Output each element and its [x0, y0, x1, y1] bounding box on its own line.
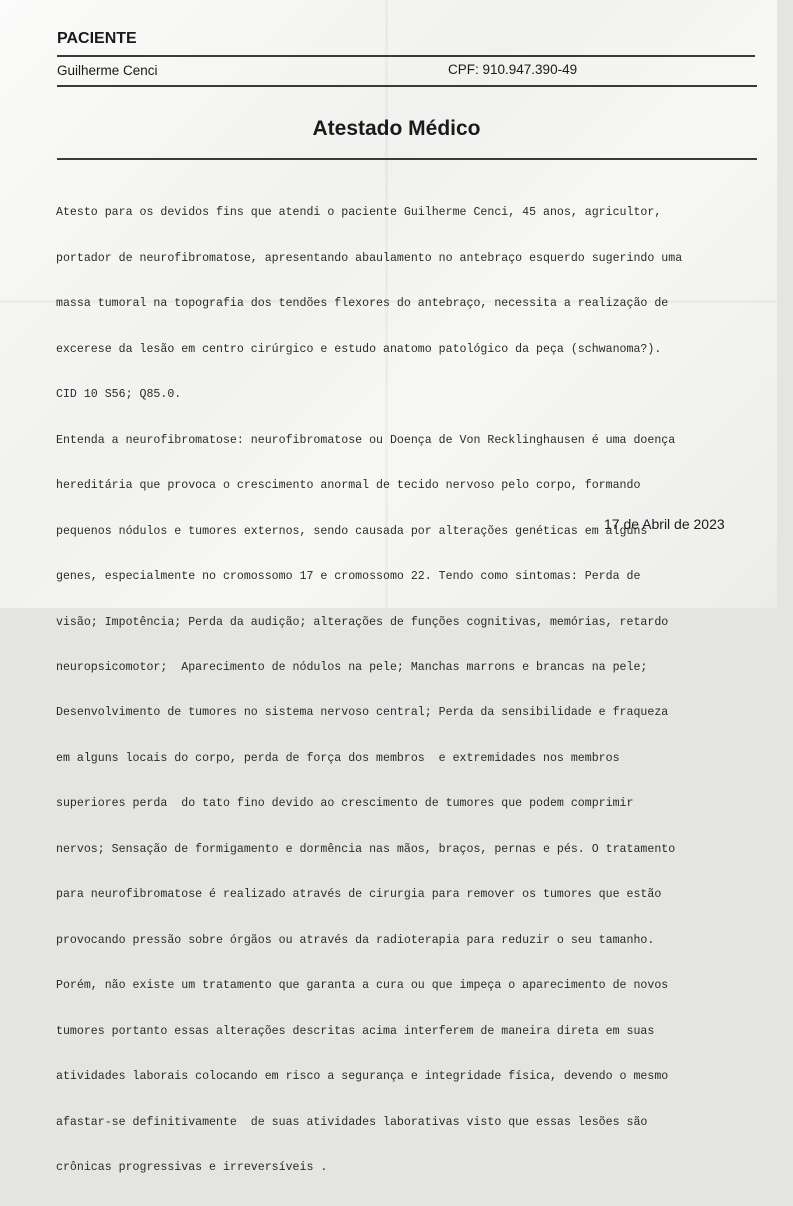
body-line: Porém, não existe um tratamento que garanta a cura ou que impeça o aparecimento de novos — [56, 979, 669, 993]
body-line: genes, especialmente no cromossomo 17 e cromossomo 22. Tendo como sintomas: Perda de — [56, 570, 641, 584]
body-line: CID 10 S56; Q85.0. — [56, 388, 182, 402]
header-top-divider — [57, 55, 755, 57]
body-line: afastar-se definitivamente de suas atividades laborativas visto que essas lesões são — [56, 1115, 648, 1129]
body-line: neuropsicomotor; Aparecimento de nódulos na pele; Manchas marrons e brancas na pele; — [56, 661, 648, 674]
body-line: Entenda a neurofibromatose: neurofibromatose ou Doença de Von Recklinghausen é uma doença — [56, 433, 676, 447]
body-line: superiores perda do tato fino devido ao crescimento de tumores que podem comprimir — [56, 797, 634, 811]
document-title: Atestado Médico — [312, 117, 481, 140]
patient-cpf: CPF: 910.947.390-49 — [448, 62, 578, 77]
certificate-body — [56, 175, 768, 1206]
body-line: nervos; Sensação de formigamento e dormência nas mãos, braços, pernas e pés. O tratamento — [56, 842, 676, 856]
body-line: Atesto para os devidos fins que atendi o paciente Guilherme Cenci, 45 anos, agricultor, — [56, 206, 662, 220]
body-line: Desenvolvimento de tumores no sistema nervoso central; Perda da sensibilidade e fraqueza — [56, 706, 669, 720]
patient-section-label: PACIENTE — [57, 30, 137, 47]
document-date: 17 de Abril de 2023 — [604, 516, 725, 532]
body-line: massa tumoral na topografia dos tendões flexores do antebraço, necessita a realização de — [56, 297, 669, 311]
body-line: hereditária que provoca o crescimento anormal de tecido nervoso pelo corpo, formando — [56, 479, 641, 493]
body-line: em alguns locais do corpo, perda de força dos membros e extremidades nos membros — [56, 751, 620, 765]
body-line: excerese da lesão em centro cirúrgico e estudo anatomo patológico da peça (schwanoma?). — [56, 342, 662, 356]
body-line: para neurofibromatose é realizado através de cirurgia para remover os tumores que estão — [56, 888, 662, 902]
title-divider — [57, 158, 757, 160]
body-line: atividades laborais colocando em risco a segurança e integridade física, devendo o mesmo — [56, 1070, 669, 1084]
body-line: visão; Impotência; Perda da audição; alterações de funções cognitivas, memórias, retardo — [56, 615, 669, 629]
body-line: tumores portanto essas alterações descritas acima interferem de maneira direta em suas — [56, 1024, 655, 1038]
body-line: crônicas progressivas e irreversíveis . — [56, 1161, 328, 1175]
body-line: portador de neurofibromatose, apresentando abaulamento no antebraço esquerdo sugerindo uma — [56, 251, 683, 265]
patient-name: Guilherme Cenci — [57, 63, 158, 78]
header-bottom-divider — [57, 85, 757, 87]
body-line: provocando pressão sobre órgãos ou através da radioterapia para reduzir o seu tamanho. — [56, 933, 655, 947]
body-line: pequenos nódulos e tumores externos, sendo causada por alterações genéticas em alguns — [56, 524, 648, 538]
